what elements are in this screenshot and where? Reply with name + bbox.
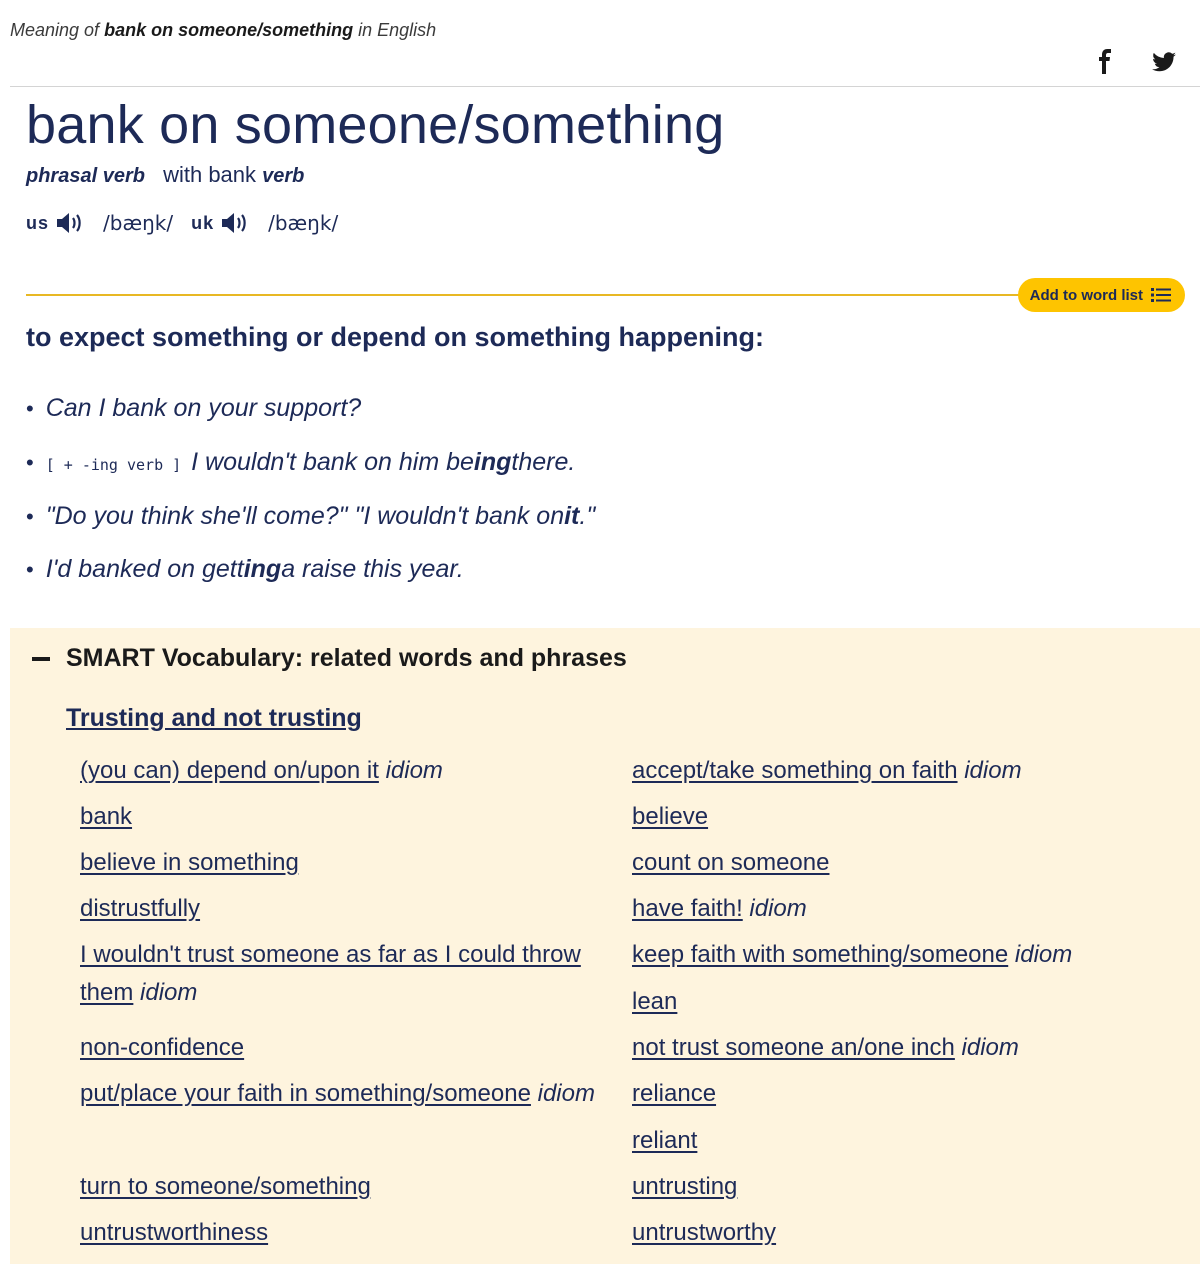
related-word-link[interactable]: reliant: [632, 1127, 698, 1154]
list-item: [80, 1029, 640, 1067]
related-word-link[interactable]: untrustworthy: [632, 1219, 777, 1246]
bullet: •: [26, 396, 34, 421]
example-text: I'd banked on gett: [45, 555, 244, 583]
ipa-uk: /bæŋk/: [268, 211, 339, 235]
twitter-icon[interactable]: [1150, 48, 1178, 76]
list-item: [80, 936, 640, 1012]
topic-link[interactable]: Trusting and not trusting: [66, 704, 362, 732]
related-word-link[interactable]: keep faith with something/someone: [632, 941, 1009, 968]
related-word-link[interactable]: bank: [80, 803, 133, 830]
top-divider: [10, 86, 1200, 87]
bullet: •: [26, 504, 34, 529]
list-item: [632, 936, 1192, 974]
facebook-icon[interactable]: [1092, 48, 1120, 76]
example-sentence: [26, 555, 464, 584]
list-item: [632, 798, 1192, 836]
meaning-suffix: in English: [358, 20, 437, 40]
related-word-link[interactable]: (you can) depend on/upon it: [80, 757, 379, 784]
related-word-link[interactable]: untrusting: [632, 1173, 738, 1200]
list-icon: [1151, 287, 1171, 303]
example-emphasis: ing: [243, 555, 282, 583]
example-sentence: [26, 394, 361, 423]
pronunciation-row: [26, 210, 356, 236]
example-text: I wouldn't bank on him be: [191, 448, 474, 476]
related-word-link[interactable]: accept/take something on faith: [632, 757, 958, 784]
related-word-link[interactable]: non-confidence: [80, 1034, 245, 1061]
list-item: [632, 1029, 1192, 1067]
idiom-tag: idiom: [1014, 941, 1073, 968]
minus-icon: [32, 657, 50, 661]
part-of-speech: phrasal verb: [26, 165, 145, 187]
list-item: [80, 1075, 640, 1113]
idiom-tag: idiom: [749, 895, 807, 922]
related-word-link[interactable]: have faith!: [632, 895, 743, 922]
meaning-term: bank on someone/something: [104, 20, 354, 40]
list-item: [80, 752, 640, 790]
list-item: [80, 1214, 640, 1252]
list-item: [632, 890, 1192, 928]
meaning-heading: [10, 20, 436, 41]
related-word-link[interactable]: turn to someone/something: [80, 1173, 371, 1200]
related-word-link[interactable]: lean: [632, 988, 678, 1015]
region-us: us: [26, 212, 50, 233]
list-item: [80, 1168, 640, 1206]
related-word-link[interactable]: reliance: [632, 1080, 717, 1107]
list-item: [632, 1214, 1192, 1252]
social-share: [1092, 48, 1178, 76]
top-bar: [0, 0, 1200, 88]
definition: to expect something or depend on something happening:: [26, 322, 765, 352]
example-text: Can I bank on your support?: [45, 394, 362, 422]
related-word-link[interactable]: believe: [632, 803, 709, 830]
region-uk: uk: [191, 212, 215, 233]
grammar-code: [ + -ing verb ]: [45, 456, 182, 474]
idiom-tag: idiom: [964, 757, 1022, 784]
bullet: •: [26, 450, 34, 475]
example-emphasis: ing: [473, 448, 512, 476]
bullet: •: [26, 557, 34, 582]
list-item: [80, 890, 640, 928]
idiom-tag: idiom: [385, 757, 443, 784]
add-to-word-list-button[interactable]: [1018, 278, 1185, 312]
idiom-tag: idiom: [961, 1034, 1019, 1061]
list-item: [632, 752, 1192, 790]
with-pos: verb: [262, 165, 305, 187]
related-word-link[interactable]: I wouldn't trust someone as far as I could throw them: [80, 941, 581, 1006]
smart-vocabulary-panel: [10, 628, 1200, 1264]
related-word-link[interactable]: count on someone: [632, 849, 830, 876]
related-word-link[interactable]: not trust someone an/one inch: [632, 1034, 955, 1061]
sense-divider: [26, 294, 1180, 296]
list-item: [632, 1075, 1192, 1113]
list-item: [632, 983, 1192, 1021]
smart-vocabulary-toggle[interactable]: [32, 644, 627, 673]
add-to-word-list-label: Add to word list: [1029, 286, 1143, 304]
speaker-icon[interactable]: [55, 210, 87, 236]
list-item: [632, 844, 1192, 882]
example-sentence: [26, 502, 595, 531]
pos-line: [26, 162, 304, 188]
idiom-tag: idiom: [537, 1080, 595, 1107]
list-item: [80, 798, 640, 836]
ipa-us: /bæŋk/: [103, 211, 174, 235]
example-text: "Do you think she'll come?" "I wouldn't bank on: [45, 502, 565, 530]
headword: bank on someone/something: [26, 95, 725, 155]
related-word-link[interactable]: untrustworthiness: [80, 1219, 269, 1246]
idiom-tag: idiom: [140, 979, 198, 1006]
meaning-prefix: Meaning of: [10, 20, 100, 40]
example-text: there.: [511, 448, 576, 476]
list-item: [632, 1168, 1192, 1206]
related-word-link[interactable]: distrustfully: [80, 895, 201, 922]
list-item: [80, 844, 640, 882]
example-text: .": [579, 502, 596, 530]
with-text: with bank: [163, 162, 257, 187]
related-word-link[interactable]: put/place your faith in something/someone: [80, 1080, 531, 1107]
related-word-link[interactable]: believe in something: [80, 849, 299, 876]
example-emphasis: it: [564, 502, 580, 530]
example-text: a raise this year.: [281, 555, 464, 583]
example-sentence: [26, 448, 575, 477]
list-item: [632, 1122, 1192, 1160]
speaker-icon[interactable]: [220, 210, 252, 236]
smart-vocabulary-title: SMART Vocabulary: related words and phrases: [66, 644, 627, 672]
